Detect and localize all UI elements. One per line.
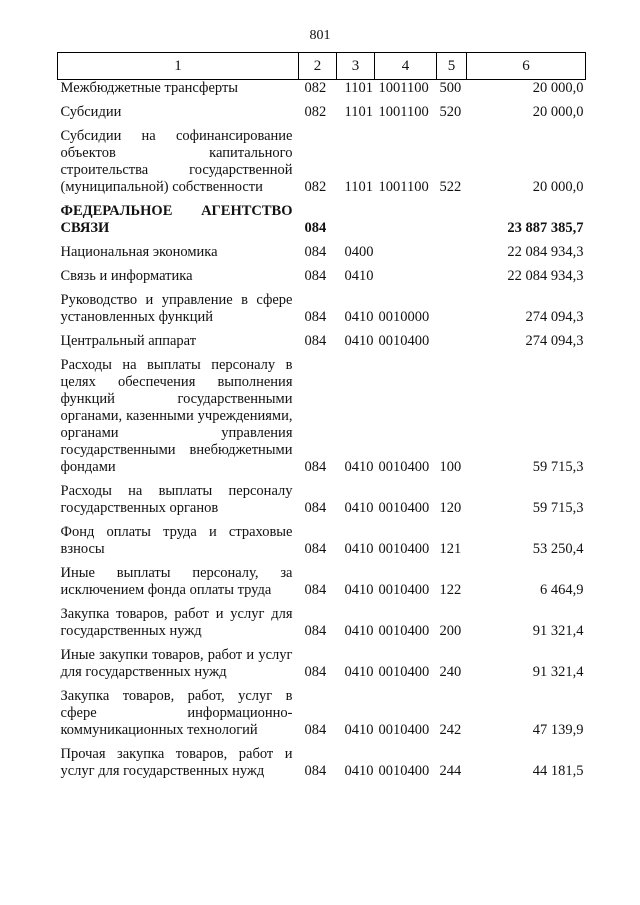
- row-section-code: 0410: [344, 268, 374, 284]
- row-ministry-code: 084: [304, 309, 327, 325]
- row-spacer: [58, 261, 586, 268]
- row-amount: 22 084 934,3: [507, 244, 584, 260]
- row-expense-type: 200: [439, 623, 462, 639]
- row-ministry-code: 084: [304, 500, 327, 516]
- row-target-article: 0010400: [378, 722, 430, 738]
- row-ministry-code: 084: [304, 664, 327, 680]
- row-amount: 91 321,4: [532, 623, 584, 639]
- row-spacer: [58, 558, 586, 565]
- row-spacer: [58, 599, 586, 606]
- row-target-article: 0010400: [378, 763, 430, 779]
- row-name: Связь и информатика: [60, 268, 193, 284]
- row-amount: 91 321,4: [532, 664, 584, 680]
- column-header-1: 1: [58, 53, 299, 80]
- row-section-code: 0410: [344, 722, 374, 738]
- row-spacer: [58, 97, 586, 104]
- spacer-cell: [58, 476, 586, 483]
- row-target-article: 0010400: [378, 582, 430, 598]
- row-amount: 22 084 934,3: [507, 268, 584, 284]
- row-target-article: [375, 244, 437, 261]
- row-target-article: [375, 203, 437, 237]
- row-expense-type: 240: [439, 664, 462, 680]
- row-amount: 274 094,3: [525, 333, 584, 349]
- row-spacer: [58, 739, 586, 746]
- row-section-code: 0410: [344, 309, 374, 325]
- table-row: [58, 203, 586, 237]
- row-spacer: [58, 517, 586, 524]
- row-expense-type: 520: [439, 104, 462, 120]
- row-ministry-code: 084: [304, 623, 327, 639]
- table-row: [58, 688, 586, 739]
- row-target-article: 0010400: [378, 664, 430, 680]
- row-amount: 44 181,5: [532, 763, 584, 779]
- table-row: [58, 333, 586, 350]
- row-name: Субсидии на софинансирование объектов капитального строительства государственной (муниципальной) собственности: [60, 128, 293, 195]
- row-ministry-code: 084: [304, 722, 327, 738]
- row-expense-type: [437, 268, 467, 285]
- column-header-4: 4: [375, 53, 437, 80]
- row-spacer: [58, 121, 586, 128]
- row-amount: 20 000,0: [532, 80, 584, 96]
- spacer-cell: [58, 739, 586, 746]
- spacer-cell: [58, 558, 586, 565]
- row-section-code: 1101: [344, 80, 373, 96]
- spacer-cell: [58, 237, 586, 244]
- row-section-code: 0410: [344, 623, 374, 639]
- row-name: Руководство и управление в сфере установленных функций: [60, 292, 293, 325]
- spacer-cell: [58, 285, 586, 292]
- row-target-article: 0010400: [378, 459, 430, 475]
- row-spacer: [58, 640, 586, 647]
- row-amount: 20 000,0: [532, 179, 584, 195]
- row-target-article: [375, 268, 437, 285]
- row-name: Фонд оплаты труда и страховые взносы: [60, 524, 293, 557]
- row-target-article: 0010400: [378, 541, 430, 557]
- row-section-code: 1101: [344, 179, 373, 195]
- row-target-article: 1001100: [378, 104, 429, 120]
- spacer-cell: [58, 517, 586, 524]
- row-ministry-code: 082: [304, 80, 327, 96]
- row-section-code: 1101: [344, 104, 373, 120]
- row-expense-type: [437, 292, 467, 326]
- row-name: Иные закупки товаров, работ и услуг для государственных нужд: [60, 647, 293, 680]
- column-header-2: 2: [299, 53, 337, 80]
- row-amount: 23 887 385,7: [507, 220, 584, 236]
- row-spacer: [58, 681, 586, 688]
- row-target-article: 0010400: [378, 623, 430, 639]
- page-number: 801: [309, 28, 331, 43]
- table-row: [58, 80, 586, 98]
- table-row: [58, 483, 586, 517]
- row-name: Национальная экономика: [60, 244, 218, 260]
- table-row: [58, 292, 586, 326]
- spacer-cell: [58, 196, 586, 203]
- row-target-article: 1001100: [378, 80, 429, 96]
- row-name: Расходы на выплаты персоналу государственных органов: [60, 483, 293, 516]
- table-row: [58, 128, 586, 196]
- row-ministry-code: 082: [304, 104, 327, 120]
- row-name: Прочая закупка товаров, работ и услуг для государственных нужд: [60, 746, 293, 779]
- row-ministry-code: 084: [304, 541, 327, 557]
- row-ministry-code: 084: [304, 763, 327, 779]
- row-expense-type: 120: [439, 500, 462, 516]
- row-expense-type: 242: [439, 722, 462, 738]
- spacer-cell: [58, 261, 586, 268]
- row-target-article: 0010400: [378, 500, 430, 516]
- table-row: [58, 268, 586, 285]
- row-expense-type: 121: [439, 541, 462, 557]
- row-expense-type: 500: [439, 80, 462, 96]
- spacer-cell: [58, 326, 586, 333]
- row-spacer: [58, 196, 586, 203]
- table-row: [58, 524, 586, 558]
- table-row: [58, 647, 586, 681]
- column-header-5: 5: [437, 53, 467, 80]
- table-header-row: [58, 53, 586, 80]
- row-section-code: 0410: [344, 582, 374, 598]
- row-ministry-code: 084: [304, 333, 327, 349]
- row-amount: 59 715,3: [532, 459, 584, 475]
- row-ministry-code: 084: [304, 220, 327, 236]
- row-section-code: 0410: [344, 333, 374, 349]
- row-ministry-code: 084: [304, 459, 327, 475]
- row-name: Субсидии: [60, 104, 122, 120]
- row-amount: 59 715,3: [532, 500, 584, 516]
- table-row: [58, 565, 586, 599]
- spacer-cell: [58, 350, 586, 357]
- row-section-code: 0410: [344, 664, 374, 680]
- table-row: [58, 244, 586, 261]
- row-expense-type: [437, 333, 467, 350]
- table-row: [58, 606, 586, 640]
- row-amount: 6 464,9: [540, 582, 584, 598]
- row-spacer: [58, 285, 586, 292]
- row-name: Закупка товаров, работ и услуг для государственных нужд: [60, 606, 293, 639]
- spacer-cell: [58, 599, 586, 606]
- row-expense-type: [437, 203, 467, 237]
- table-body: [58, 80, 586, 781]
- spacer-cell: [58, 97, 586, 104]
- row-expense-type: 244: [439, 763, 462, 779]
- spacer-cell: [58, 681, 586, 688]
- row-name: Иные выплаты персоналу, за исключением фонда оплаты труда: [60, 565, 293, 598]
- row-ministry-code: 082: [304, 179, 327, 195]
- row-amount: 47 139,9: [532, 722, 584, 738]
- row-target-article: 0010400: [378, 333, 430, 349]
- row-section-code: [337, 203, 375, 237]
- row-ministry-code: 084: [304, 582, 327, 598]
- row-ministry-code: 084: [304, 268, 327, 284]
- row-name: Расходы на выплаты персоналу в целях обеспечения выполнения функций государственными органами, казенными учреждениями, органами управления государственными внебюджетными фондами: [60, 357, 293, 475]
- row-target-article: 0010000: [378, 309, 430, 325]
- row-section-code: 0410: [344, 459, 374, 475]
- row-ministry-code: 084: [304, 244, 327, 260]
- row-expense-type: [437, 244, 467, 261]
- row-expense-type: 122: [439, 582, 462, 598]
- row-spacer: [58, 350, 586, 357]
- row-name: ФЕДЕРАЛЬНОЕ АГЕНТСТВО СВЯЗИ: [60, 203, 293, 236]
- row-name: Центральный аппарат: [60, 333, 197, 349]
- row-spacer: [58, 476, 586, 483]
- row-name: Межбюджетные трансферты: [60, 80, 239, 96]
- row-amount: 274 094,3: [525, 309, 584, 325]
- row-spacer: [58, 237, 586, 244]
- budget-table: [57, 52, 586, 780]
- row-section-code: 0410: [344, 763, 374, 779]
- row-expense-type: 522: [439, 179, 462, 195]
- row-section-code: 0410: [344, 541, 374, 557]
- row-section-code: 0410: [344, 500, 374, 516]
- column-header-3: 3: [337, 53, 375, 80]
- row-target-article: 1001100: [378, 179, 429, 195]
- table-row: [58, 357, 586, 476]
- row-amount: 53 250,4: [532, 541, 584, 557]
- row-name: Закупка товаров, работ, услуг в сфере информационно-коммуникационных технологий: [60, 688, 293, 738]
- row-section-code: 0400: [344, 244, 374, 260]
- spacer-cell: [58, 121, 586, 128]
- table-row: [58, 746, 586, 780]
- row-amount: 20 000,0: [532, 104, 584, 120]
- spacer-cell: [58, 640, 586, 647]
- table-row: [58, 104, 586, 121]
- row-expense-type: 100: [439, 459, 462, 475]
- column-header-6: 6: [467, 53, 586, 80]
- row-spacer: [58, 326, 586, 333]
